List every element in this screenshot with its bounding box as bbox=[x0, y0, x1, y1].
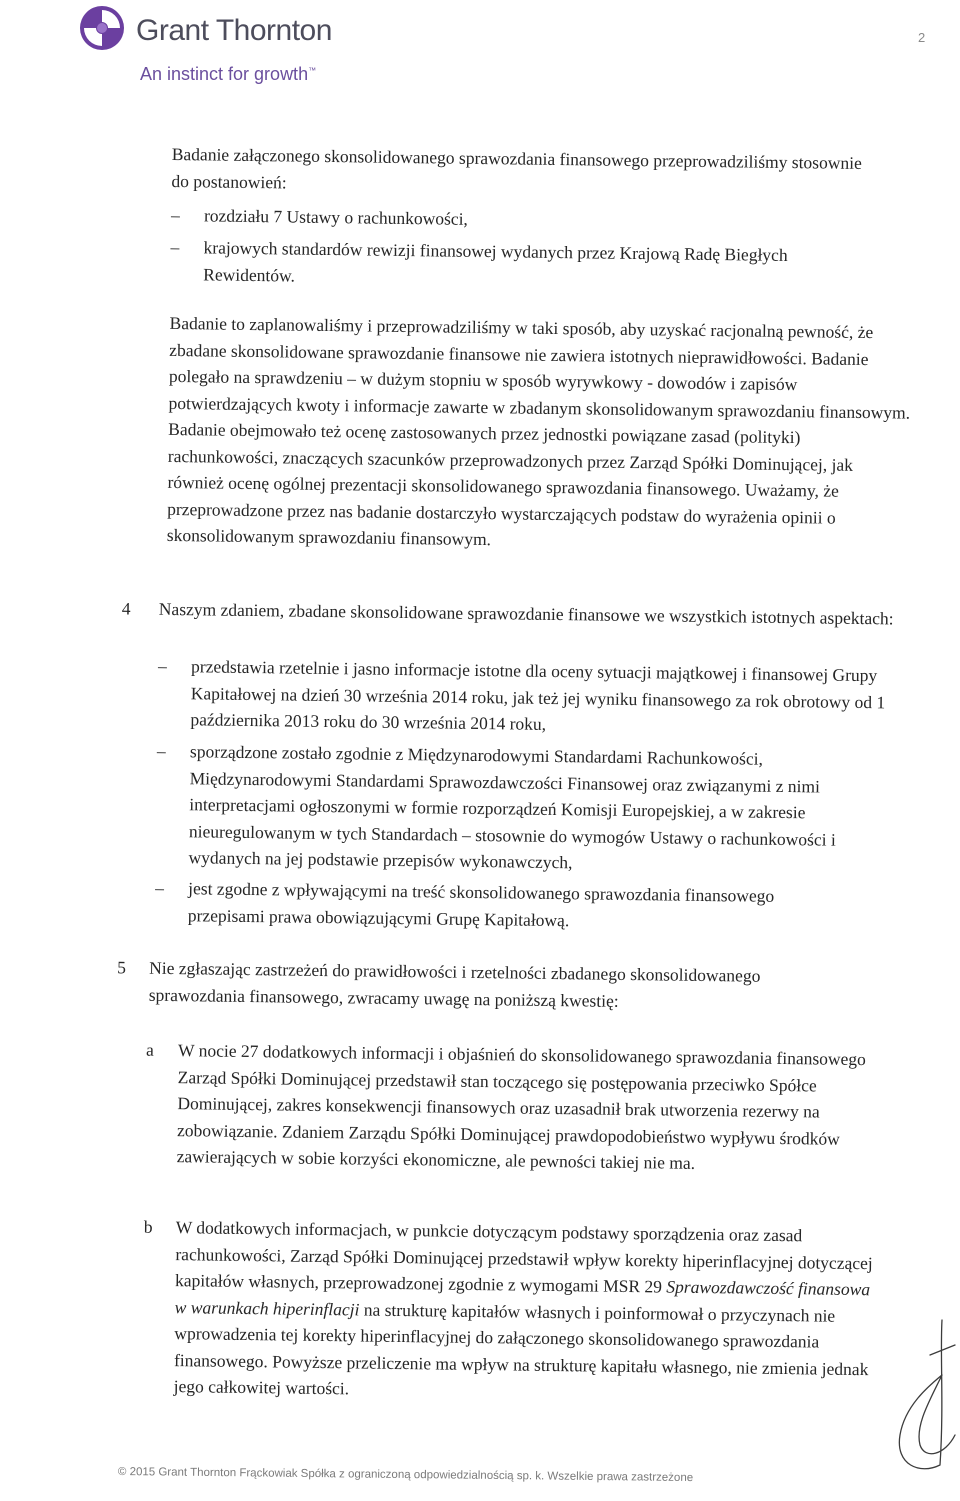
emphasis-item-text: W nocie 27 dodatkowych informacji i objaśnień do skonsolidowanego sprawozdania finansowego Zarząd Spółki Dominującej przedstawił stan toczącego się postępowania przeciwko Spółce Dominującej, zakres konsekwencji finansowych oraz uzasadnił brak utworzenia rezerwy na zobowiązanie. Zdaniem Zarządu Spółki Dominującej prawdopodobieństwo wypływu środków zawierających w sobie korzyści ekonomiczne, ale pewności takiej nie ma. bbox=[176, 1040, 867, 1173]
audit-scope-paragraph: Badanie to zaplanowaliśmy i przeprowadziliśmy w taki sposób, aby uzyskać racjonalną pewność, że zbadane skonsolidowane sprawozdanie finansowe nie zawiera istotnych nieprawidłowości. Badanie polegało na sprawdzeniu – w dużym stopniu w sposób wyrywkowy - dowodów i zapisów potwierdzających kwoty i informacje zawarte w zbadanym skonsolidowanym sprawozdaniu finansowym. Badanie obejmowało też ocenę zastosowanych przez jednostki powiązane zasad (polityki) rachunkowości, znaczących szacunków przeprowadzonych przez Zarząd Spółki Dominującej, jak również ocenę ogólnej prezentacji skonsolidowanego sprawozdania finansowego. Uważamy, że przeprowadzone przez nas badanie dostarczyło wystarczających podstaw do wyrażenia opinii o skonsolidowanym sprawozdaniu finansowym. bbox=[166, 312, 911, 550]
opinion-lead: Naszym zdaniem, zbadane skonsolidowane sprawozdanie finansowe we wszystkich istotnych aspektach: bbox=[158, 598, 894, 629]
logo-tagline-text: An instinct for growth bbox=[140, 64, 309, 84]
opinion-item-text: jest zgodne z wpływającymi na treść skonsolidowanego sprawozdania finansowego przepisami prawa obowiązującymi Grupę Kapitałową. bbox=[187, 878, 775, 930]
intro-item-text: rozdziału 7 Ustawy o rachunkowości, bbox=[203, 205, 469, 229]
emphasis-lead: Nie zgłaszając zastrzeżeń do prawidłowości i rzetelności zbadanego skonsolidowanego sprawozdania finansowego, zwracamy uwagę na poniższą kwestię: bbox=[148, 957, 761, 1011]
dash-marker: – bbox=[170, 236, 180, 258]
item-letter: b bbox=[143, 1216, 153, 1237]
page-number: 2 bbox=[918, 30, 926, 45]
opinion-item-text: sporządzone zostało zgodnie z Międzynarodowymi Standardami Rachunkowości, Międzynarodowymi Standardami Sprawozdawczości Finansowej oraz związanymi z nimi interpretacjami ogłoszonymi w formie rozporządzeń Komisji Europejskiej, a w zakresie nieuregulowanym w tych Standardach – stosownie do wymogów Ustawy o rachunkowości i wydanych na jej podstawie przepisów wykonawczych, bbox=[188, 741, 836, 873]
standard-title: Sprawozdawczość finansowa w warunkach hiperinflacji bbox=[174, 1276, 871, 1319]
dash-marker: – bbox=[157, 655, 168, 676]
intro-paragraph: Badanie załączonego skonsolidowanego sprawozdania finansowego przeprowadziliśmy stosownie do postanowień: bbox=[171, 143, 862, 192]
emphasis-item-b bbox=[143, 1214, 884, 1399]
text-segment: W dodatkowych informacjach, w punkcie dotyczącym podstawy sporządzenia oraz zasad rachunkowości, Zarząd Spółki Dominującej przedstawił wpływ korekty hiperinflacyjnej dotyczącej kapitałów własnych, przeprowadzonej zgodnie z wymogami MSR 29 bbox=[174, 1217, 873, 1297]
opinion-item-text: przedstawia rzetelnie i jasno informacje istotne dla oceny sytuacji majątkowej i finansowej Grupy Kapitałowej na dzień 30 września 2014 roku, jak też jej wyniku finansowego za rok obrotowy od 1 października 2013 roku do 30 września 2014 roku, bbox=[190, 656, 886, 734]
trademark-mark: ™ bbox=[308, 66, 317, 75]
dash-marker: – bbox=[170, 204, 180, 226]
logo-name: Grant Thornton bbox=[136, 14, 332, 47]
handwritten-initials bbox=[860, 1315, 960, 1490]
emphasis-item-text bbox=[174, 1214, 876, 1409]
emphasis-item-a bbox=[145, 1037, 886, 1173]
footer-copyright: © 2015 Grant Thornton Frąckowiak Spółka z ograniczoną odpowiedzialnością sp. k. Wszelkie prawa zastrzeżone bbox=[117, 1466, 694, 1485]
intro-item-text: krajowych standardów rewizji finansowej wydanych przez Krajową Radę Biegłych Rewidentów. bbox=[203, 237, 788, 286]
section-number: 4 bbox=[121, 598, 131, 619]
section-number: 5 bbox=[117, 957, 127, 978]
text-segment: na strukturę kapitałów własnych i poinformował o przyczynach nie wprowadzenia tej korekty hiperinflacyjnej do załączonego skonsolidowanego sprawozdania finansowego. Powyższe przeliczenie ma wpływ na strukturę kapitału własnego, nie zmienia jednak jego całkowitej wartości. bbox=[173, 1298, 869, 1399]
intro-list-item bbox=[170, 202, 891, 229]
dash-marker: – bbox=[156, 740, 166, 761]
item-letter: a bbox=[145, 1039, 155, 1060]
opinion-list-item bbox=[157, 653, 908, 734]
dash-marker: – bbox=[155, 877, 165, 898]
